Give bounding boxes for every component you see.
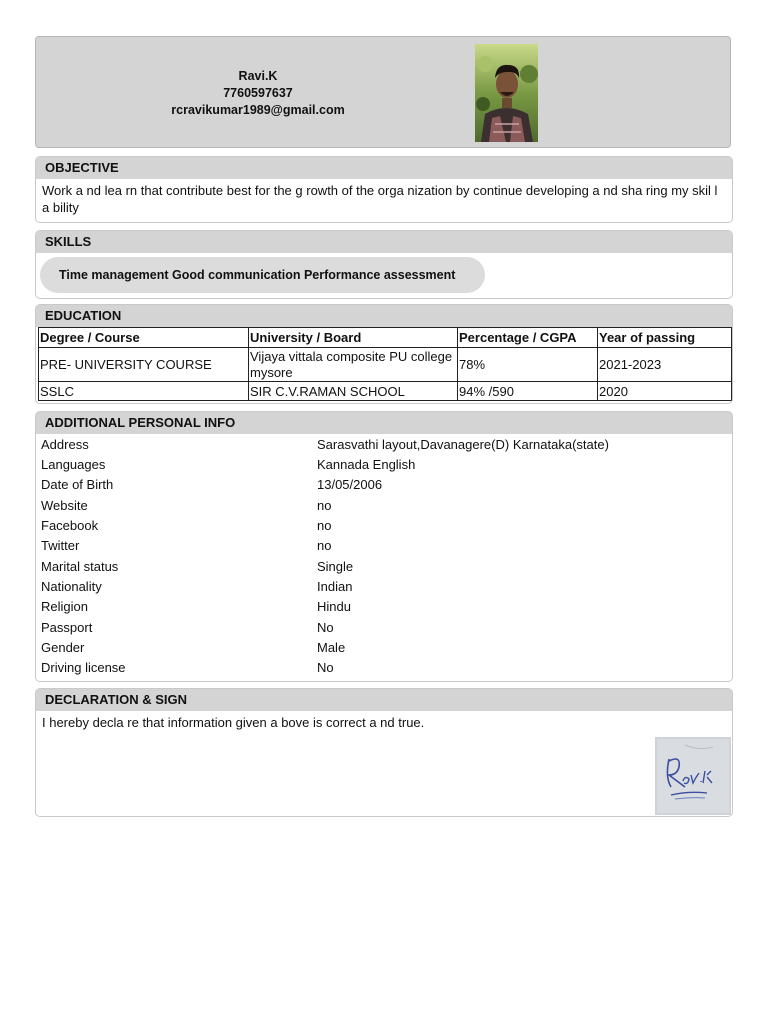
info-value: Kannada English — [317, 457, 416, 472]
info-label: Religion — [41, 599, 88, 614]
table-cell: SSLC — [39, 382, 249, 401]
objective-section — [35, 156, 733, 223]
skills-pill: Time management Good communication Performance assessment — [40, 257, 485, 293]
info-value: no — [317, 518, 332, 533]
info-label: Address — [41, 437, 89, 452]
personal-info-section — [35, 411, 733, 682]
table-cell: PRE- UNIVERSITY COURSE — [39, 348, 249, 382]
info-value: no — [317, 538, 332, 553]
profile-photo — [475, 44, 538, 142]
table-cell: 94% /590 — [458, 382, 598, 401]
info-value: Indian — [317, 579, 353, 594]
info-label: Website — [41, 498, 88, 513]
table-cell: 2021-2023 — [598, 348, 732, 382]
education-table — [38, 327, 732, 401]
info-value: Male — [317, 640, 346, 655]
info-label: Date of Birth — [41, 477, 114, 492]
column-header: Year of passing — [598, 328, 732, 348]
info-label: Passport — [41, 620, 93, 635]
education-section — [35, 304, 733, 404]
declaration-text: I hereby decla re that information given a bove is correct a nd true. — [42, 715, 425, 730]
objective-title: OBJECTIVE — [36, 157, 732, 179]
info-label: Driving license — [41, 660, 126, 675]
resume-header — [35, 36, 731, 148]
objective-text: Work a nd lea rn that contribute best for the g rowth of the orga nization by continue developing a nd sha ring my skil l a bility — [42, 183, 718, 215]
candidate-email: rcravikumar1989@gmail.com — [171, 103, 345, 117]
skills-section — [35, 230, 733, 299]
table-cell: SIR C.V.RAMAN SCHOOL — [249, 382, 458, 401]
info-value: Single — [317, 559, 354, 574]
skills-title: SKILLS — [36, 231, 732, 253]
table-row — [39, 382, 732, 401]
table-row — [39, 348, 732, 382]
info-value: Hindu — [317, 599, 351, 614]
info-label: Marital status — [41, 559, 119, 574]
candidate-phone: 7760597637 — [223, 86, 293, 100]
info-label: Nationality — [41, 579, 102, 594]
education-header-row — [39, 328, 732, 348]
declaration-title: DECLARATION & SIGN — [36, 689, 732, 711]
table-cell: Vijaya vittala composite PU college mysore — [249, 348, 458, 382]
declaration-section — [35, 688, 733, 817]
table-cell: 2020 — [598, 382, 732, 401]
personal-info-title: ADDITIONAL PERSONAL INFO — [36, 412, 732, 434]
education-title: EDUCATION — [36, 305, 732, 327]
info-value: 13/05/2006 — [317, 477, 383, 492]
column-header: Percentage / CGPA — [458, 328, 598, 348]
column-header: University / Board — [249, 328, 458, 348]
signature-image — [655, 737, 731, 815]
info-value: Sarasvathi layout,Davanagere(D) Karnataka(state) — [317, 437, 609, 452]
candidate-name: Ravi.K — [238, 69, 278, 83]
info-label: Twitter — [41, 538, 80, 553]
info-value: No — [317, 660, 334, 675]
info-label: Languages — [41, 457, 106, 472]
contact-block — [36, 68, 480, 119]
info-label: Gender — [41, 640, 85, 655]
info-value: no — [317, 498, 332, 513]
table-cell: 78% — [458, 348, 598, 382]
column-header: Degree / Course — [39, 328, 249, 348]
info-label: Facebook — [41, 518, 99, 533]
info-value: No — [317, 620, 334, 635]
